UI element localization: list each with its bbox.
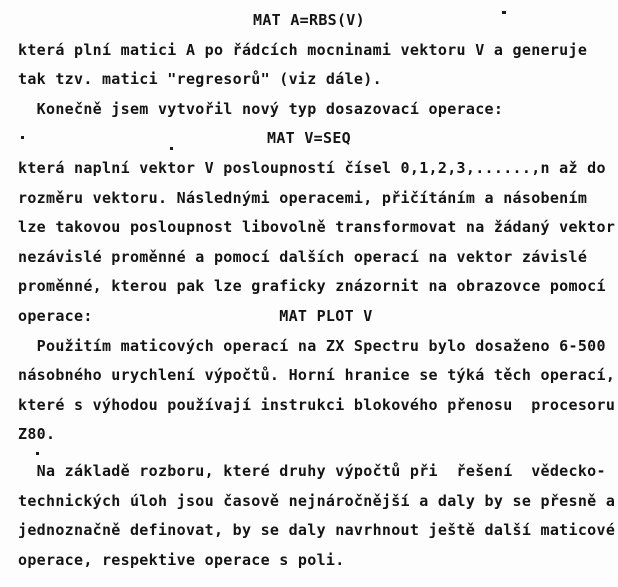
text-line: Z80. [18,425,56,444]
text-line-mat-plot: operace: MAT PLOT V [18,306,373,325]
heading-mat-v-seq: MAT V=SEQ [267,129,351,148]
text-line: technických úloh jsou časově nejnáročnější a daly by se přesně a [18,491,616,510]
scan-speck [502,11,506,14]
text-line: rozměru vektoru. Následnými operacemi, přičítáním a násobením [18,188,588,207]
text-line: nezávislé proměnné a pomocí dalších operací na vektor závislé [18,247,588,266]
text-line: jednoznačně definovat, by se daly navrhnout ještě další maticové [18,521,616,540]
text-line: tak tzv. matici "regresorů" (viz dále). [18,70,382,89]
text-line: lze takovou posloupnost libovolně transformovat na žádaný vektor [18,218,616,237]
text-line: proměnné, kterou pak lze graficky znázornit na obrazovce pomocí [18,277,606,296]
text-line: která naplní vektor V posloupností čísel 0,1,2,3,......,n až do [18,158,606,177]
text-line: násobného urychlení výpočtů. Horní hranice se týká těch operací, [18,366,616,385]
text-line: operace, respektive operace s poli. [18,550,345,569]
scan-speck [36,452,39,455]
scan-speck [170,147,173,150]
scan-speck [21,136,24,139]
text-line: Na základě rozboru, které druhy výpočtů při řešení vědecko- [18,461,606,480]
text-line: která plní matici A po řádcích mocninami vektoru V a generuje [18,40,588,59]
text-line: Použitím maticových operací na ZX Spectru bylo dosaženo 6-500 [18,336,606,355]
text-line: které s výhodou používají instrukci blokového přenosu procesoru [18,395,616,414]
text-line: Konečně jsem vytvořil nový typ dosazovací operace: [18,99,504,118]
heading-mat-a-rbs: MAT A=RBS(V) [253,11,365,29]
